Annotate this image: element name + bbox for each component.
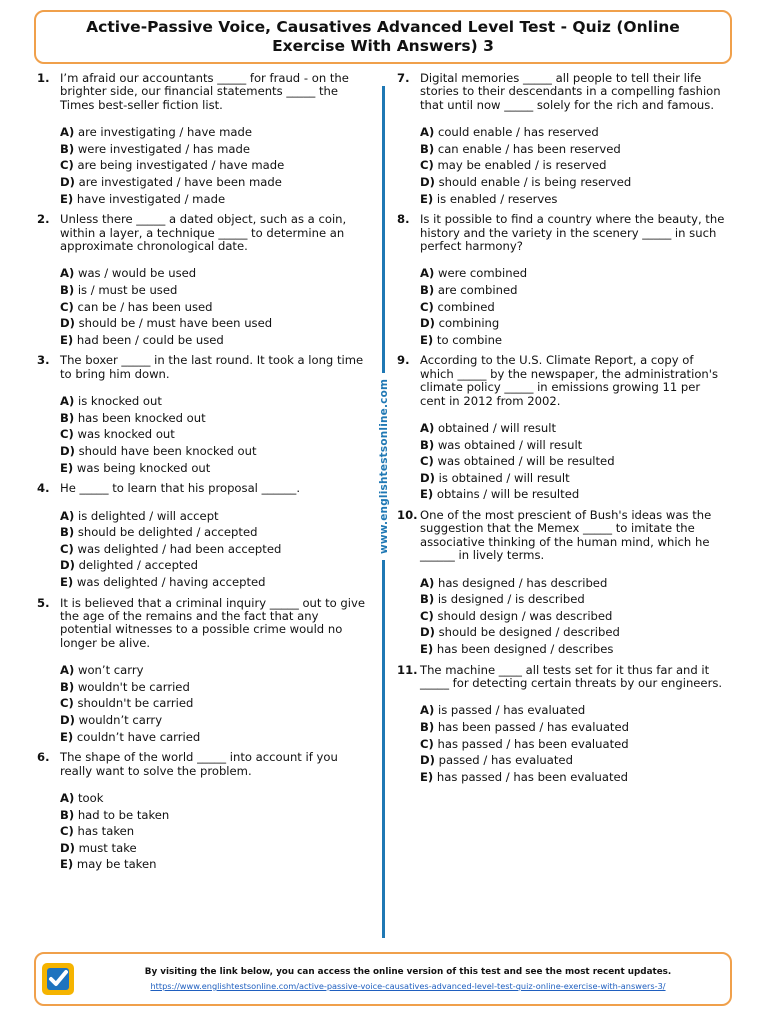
options-list <box>60 393 367 476</box>
option-text: is knocked out <box>77 394 162 409</box>
answer-option[interactable] <box>420 332 727 349</box>
option-letter: C) <box>420 158 434 173</box>
option-text: has designed / has described <box>437 575 608 590</box>
option-text: is enabled / reserves <box>436 191 558 206</box>
option-letter: D) <box>60 712 75 727</box>
question-text: The boxer _____ in the last round. It took a long time to bring him down. <box>60 353 364 381</box>
option-letter: B) <box>60 525 75 540</box>
option-text: has passed / has been evaluated <box>436 769 629 784</box>
option-text: to combine <box>436 332 503 347</box>
option-text: was obtained / will be resulted <box>437 454 615 469</box>
option-text: wouldn’t carry <box>78 712 163 727</box>
option-letter: A) <box>60 663 75 678</box>
option-letter: D) <box>60 558 75 573</box>
option-letter: A) <box>420 575 435 590</box>
option-text: may be taken <box>76 857 157 872</box>
option-text: were investigated / has made <box>77 141 250 156</box>
option-letter: C) <box>420 736 434 751</box>
option-letter: D) <box>420 625 435 640</box>
footer-link[interactable]: https://www.englishtestsonline.com/active-passive-voice-causatives-advanced-level-test-quiz-online-exercise-with-answers-3/ <box>150 981 666 991</box>
option-text: obtains / will be resulted <box>436 487 580 502</box>
option-letter: B) <box>420 437 435 452</box>
footer-note: By visiting the link below, you can access the online version of this test and see the most recent updates. <box>144 967 672 977</box>
option-text: wouldn't be carried <box>77 679 190 694</box>
answer-option[interactable] <box>60 393 367 410</box>
answer-option[interactable] <box>420 608 727 625</box>
option-letter: E) <box>420 191 434 206</box>
page-title: Active-Passive Voice, Causatives Advanced Level Test - Quiz (Online Exercise With Answers) 3 <box>86 18 680 55</box>
option-letter: D) <box>60 175 75 189</box>
answer-option[interactable] <box>60 141 367 158</box>
option-letter: D) <box>60 840 75 855</box>
answer-option[interactable] <box>420 641 727 658</box>
option-text: is designed / is described <box>437 592 585 607</box>
answer-option[interactable] <box>420 736 727 753</box>
option-text: are combined <box>437 283 518 297</box>
option-letter: E) <box>60 574 74 589</box>
answer-option[interactable] <box>420 265 727 282</box>
question-text: One of the most prescient of Bush's ideas was the suggestion that the Memex _____ to imitate the associative thinking of the human mind, which he ______ in lively terms. <box>420 507 712 563</box>
answer-option[interactable] <box>420 299 727 316</box>
question <box>37 72 367 207</box>
options-list <box>420 265 727 348</box>
option-letter: A) <box>420 703 435 718</box>
answer-option[interactable] <box>420 453 727 470</box>
option-text: obtained / will result <box>437 421 557 435</box>
footer-box <box>34 952 732 1006</box>
options-list <box>60 508 367 591</box>
answer-option[interactable] <box>60 282 367 299</box>
option-text: was obtained / will result <box>437 437 583 452</box>
title-box <box>34 10 732 64</box>
option-text: should design / was described <box>437 608 613 623</box>
option-text: must take <box>78 840 137 855</box>
option-text: should enable / is being reserved <box>438 175 632 189</box>
answer-option[interactable] <box>60 174 367 191</box>
option-text: passed / has evaluated <box>438 753 573 768</box>
answer-option[interactable] <box>420 769 727 786</box>
answer-option[interactable] <box>60 191 367 208</box>
option-text: was / would be used <box>77 266 197 281</box>
option-text: could enable / has reserved <box>437 125 599 140</box>
option-text: is passed / has evaluated <box>437 703 586 718</box>
answer-option[interactable] <box>420 470 727 487</box>
option-text: can enable / has been reserved <box>437 141 621 156</box>
answer-option[interactable] <box>60 840 367 857</box>
answer-option[interactable] <box>60 443 367 460</box>
answer-option[interactable] <box>420 420 727 437</box>
question <box>37 213 367 348</box>
answer-option[interactable] <box>60 729 367 746</box>
option-text: should be delighted / accepted <box>77 525 258 540</box>
option-letter: C) <box>420 454 434 469</box>
question-number: 8. <box>397 212 410 227</box>
answer-option[interactable] <box>420 591 727 608</box>
option-letter: C) <box>60 541 74 556</box>
option-letter: D) <box>60 443 75 458</box>
option-letter: D) <box>60 316 75 331</box>
question-text: Unless there _____ a dated object, such as a coin, within a layer, a technique _____ to determine an approximate chronological date. <box>60 212 347 253</box>
answer-option[interactable] <box>420 437 727 454</box>
option-text: have investigated / made <box>76 191 226 206</box>
option-letter: C) <box>60 696 74 711</box>
answer-option[interactable] <box>60 679 367 696</box>
question-text: The machine ____ all tests set for it thus far and it _____ for detecting certain threats by our engineers. <box>420 662 723 690</box>
answer-option[interactable] <box>60 124 367 141</box>
option-letter: C) <box>60 299 74 314</box>
question-text: According to the U.S. Climate Report, a copy of which _____ by the newspaper, the administration's climate policy _____ in emissions growing 11 per cent in 2012 from 2002. <box>420 353 718 408</box>
option-letter: B) <box>60 410 75 425</box>
option-letter: E) <box>420 332 434 347</box>
option-letter: E) <box>60 729 74 744</box>
answer-option[interactable] <box>60 574 367 591</box>
option-text: were combined <box>437 266 528 281</box>
option-letter: A) <box>420 266 435 281</box>
option-letter: A) <box>60 266 75 281</box>
answer-option[interactable] <box>60 557 367 574</box>
option-letter: E) <box>420 487 434 502</box>
option-letter: C) <box>60 158 74 173</box>
answer-option[interactable] <box>420 191 727 208</box>
answer-option[interactable] <box>60 410 367 427</box>
option-letter: B) <box>420 719 435 734</box>
option-letter: B) <box>60 283 75 297</box>
answer-option[interactable] <box>420 157 727 174</box>
options-list <box>60 662 367 745</box>
options-list <box>420 702 727 785</box>
option-letter: A) <box>420 421 435 435</box>
option-letter: C) <box>60 427 74 442</box>
option-text: can be / has been used <box>77 299 213 314</box>
answer-option[interactable] <box>420 575 727 592</box>
option-text: was knocked out <box>77 427 175 442</box>
answer-option[interactable] <box>60 299 367 316</box>
question-number: 1. <box>37 71 50 85</box>
option-text: may be enabled / is reserved <box>437 158 607 173</box>
option-letter: E) <box>60 332 74 347</box>
question <box>397 354 727 503</box>
question-text: He _____ to learn that his proposal ______. <box>60 481 301 496</box>
option-letter: E) <box>60 460 74 475</box>
option-text: had to be taken <box>77 807 170 822</box>
option-text: should have been knocked out <box>78 443 257 458</box>
option-letter: A) <box>60 125 75 140</box>
option-letter: B) <box>420 283 435 297</box>
option-letter: D) <box>420 470 435 485</box>
left-column <box>37 72 367 879</box>
option-letter: D) <box>420 175 435 189</box>
answer-option[interactable] <box>60 695 367 712</box>
option-letter: D) <box>420 753 435 768</box>
option-letter: A) <box>60 508 75 523</box>
option-text: has passed / has been evaluated <box>437 736 629 751</box>
options-list <box>60 265 367 348</box>
right-column <box>397 72 727 791</box>
answer-option[interactable] <box>60 823 367 840</box>
answer-option[interactable] <box>60 332 367 349</box>
option-text: couldn’t have carried <box>76 729 201 744</box>
option-letter: B) <box>420 141 435 156</box>
answer-option[interactable] <box>60 712 367 729</box>
option-letter: A) <box>60 790 75 805</box>
question <box>37 482 367 590</box>
answer-option[interactable] <box>60 524 367 541</box>
question-text: Digital memories _____ all people to tell their life stories to their descendants in a compelling fashion that until now _____ solely for the rich and famous. <box>420 71 721 112</box>
question-text: I’m afraid our accountants _____ for fraud - on the brighter side, our financial statements _____ the Times best-seller fiction list. <box>60 71 349 112</box>
options-list <box>420 124 727 207</box>
option-letter: C) <box>420 299 434 314</box>
question <box>37 354 367 476</box>
option-text: shouldn't be carried <box>77 696 194 711</box>
option-text: are investigating / have made <box>77 125 253 140</box>
option-text: had been / could be used <box>76 332 224 347</box>
option-text: is delighted / will accept <box>77 508 219 523</box>
answer-option[interactable] <box>60 315 367 332</box>
question-text: It is believed that a criminal inquiry _____ out to give the age of the remains and the fact that any potential witnesses to a possible crime would no longer be alive. <box>60 595 366 650</box>
answer-option[interactable] <box>60 790 367 807</box>
question-number: 10. <box>397 507 418 522</box>
option-text: has been knocked out <box>77 410 206 425</box>
answer-option[interactable] <box>60 460 367 477</box>
question <box>397 213 727 348</box>
answer-option[interactable] <box>60 265 367 282</box>
question-text: Is it possible to find a country where the beauty, the history and the variety in the scenery _____ in such perfect harmony? <box>420 212 725 253</box>
options-list <box>420 575 727 658</box>
answer-option[interactable] <box>60 426 367 443</box>
side-url: www.englishtestsonline.com <box>376 373 392 560</box>
option-text: has been designed / describes <box>436 641 614 656</box>
option-letter: E) <box>420 769 434 784</box>
question <box>397 664 727 786</box>
option-letter: A) <box>420 125 435 140</box>
option-text: combined <box>437 299 495 314</box>
answer-option[interactable] <box>420 124 727 141</box>
option-letter: E) <box>420 641 434 656</box>
question <box>37 751 367 873</box>
question-number: 7. <box>397 71 410 85</box>
options-list <box>60 124 367 207</box>
option-text: won’t carry <box>77 663 144 678</box>
question-number: 5. <box>37 595 50 610</box>
option-letter: B) <box>60 679 75 694</box>
option-letter: C) <box>420 608 434 623</box>
answer-option[interactable] <box>420 282 727 299</box>
option-text: took <box>77 790 104 805</box>
question <box>37 597 367 746</box>
answer-option[interactable] <box>420 315 727 332</box>
option-text: should be / must have been used <box>78 316 273 331</box>
question-number: 2. <box>37 212 50 227</box>
options-list <box>60 790 367 873</box>
option-text: should be designed / described <box>438 625 620 640</box>
answer-option[interactable] <box>420 141 727 158</box>
question-number: 4. <box>37 481 50 496</box>
answer-option[interactable] <box>60 508 367 525</box>
question-number: 3. <box>37 353 50 368</box>
question <box>397 72 727 207</box>
option-letter: B) <box>60 141 75 156</box>
answer-option[interactable] <box>60 662 367 679</box>
question-number: 9. <box>397 353 410 368</box>
option-letter: B) <box>60 807 75 822</box>
option-text: was being knocked out <box>76 460 211 475</box>
option-letter: E) <box>60 191 74 206</box>
option-text: has been passed / has evaluated <box>437 719 629 734</box>
option-text: are being investigated / have made <box>77 158 285 173</box>
answer-option[interactable] <box>420 174 727 191</box>
answer-option[interactable] <box>420 486 727 503</box>
question-text: The shape of the world _____ into account if you really want to solve the problem. <box>60 750 338 778</box>
option-text: was delighted / having accepted <box>76 574 266 589</box>
option-letter: E) <box>60 857 74 872</box>
question-number: 6. <box>37 750 50 765</box>
answer-option[interactable] <box>60 541 367 558</box>
question <box>397 509 727 658</box>
options-list <box>420 420 727 503</box>
option-text: delighted / accepted <box>78 558 198 573</box>
answer-option[interactable] <box>60 807 367 824</box>
option-letter: C) <box>60 824 74 839</box>
option-letter: B) <box>420 592 435 607</box>
answer-option[interactable] <box>60 157 367 174</box>
checkbox-icon <box>41 962 75 996</box>
option-text: are investigated / have been made <box>78 175 282 189</box>
option-text: was delighted / had been accepted <box>77 541 282 556</box>
answer-option[interactable] <box>60 856 367 873</box>
option-text: has taken <box>77 824 135 839</box>
option-letter: A) <box>60 394 75 409</box>
option-text: is obtained / will result <box>438 470 570 485</box>
question-number: 11. <box>397 662 418 677</box>
answer-option[interactable] <box>420 702 727 719</box>
option-text: is / must be used <box>77 283 178 297</box>
answer-option[interactable] <box>420 752 727 769</box>
answer-option[interactable] <box>420 719 727 736</box>
option-text: combining <box>438 316 500 331</box>
answer-option[interactable] <box>420 624 727 641</box>
option-letter: D) <box>420 316 435 331</box>
